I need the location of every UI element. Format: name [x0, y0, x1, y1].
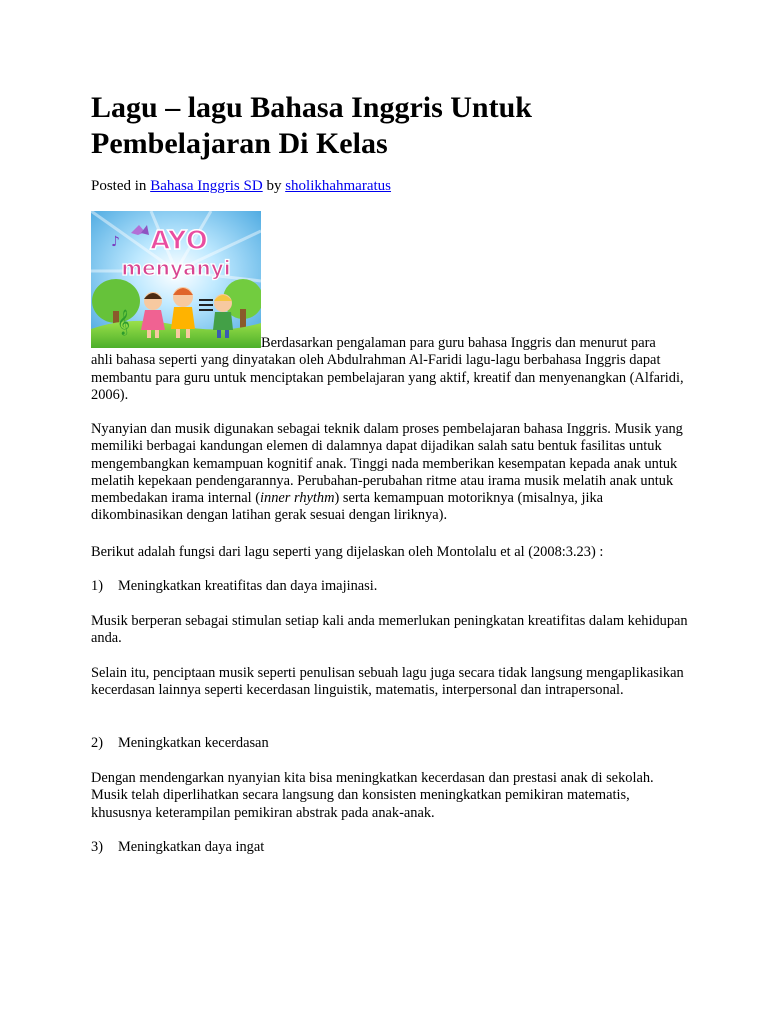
- inner-rhythm-term: inner rhythm: [260, 490, 335, 507]
- category-link[interactable]: Bahasa Inggris SD: [150, 178, 263, 194]
- paragraph-creation: Selain itu, penciptaan musik seperti penulisan sebuah lagu juga secara tidak langsung mengaplikasikan kecerdasan lainnya seperti kecerdasan linguistik, matematis, interpersonal dan intrapersonal.: [91, 665, 684, 699]
- paragraph-intro: [91, 335, 691, 404]
- paragraph-intro-rest: ahli bahasa seperti yang dinyatakan oleh Abdulrahman Al-Faridi lagu-lagu berbahasa Inggris dapat membantu para guru untuk menciptakan pembelajaran yang aktif, kreatif dan menyenangkan (Alfaridi, 2006).: [91, 352, 684, 403]
- list-item: [91, 578, 377, 595]
- list-item-number: 2): [91, 735, 103, 751]
- paragraph-music: [91, 421, 691, 525]
- by-label: by: [266, 178, 282, 194]
- banner-line1: AYO: [150, 226, 208, 256]
- paragraph-functions-intro: Berikut adalah fungsi dari lagu seperti yang dijelaskan oleh Montolalu et al (2008:3.23) :: [91, 544, 604, 560]
- list-item-number: 3): [91, 839, 103, 855]
- list-item-text: Meningkatkan kreatifitas dan daya imajinasi.: [118, 578, 378, 594]
- svg-text:𝄞: 𝄞: [117, 310, 131, 335]
- paragraph-music-text-b: ) serta kemampuan motoriknya (misalnya, jika dikombinasikan dengan latihan gerak sesuai dengan liriknya).: [91, 490, 604, 524]
- paragraph-stimulant: Musik berperan sebagai stimulan setiap kali anda memerlukan peningkatan kreatifitas dalam kehidupan anda.: [91, 613, 688, 647]
- paragraph-intelligence: Dengan mendengarkan nyanyian kita bisa meningkatkan kecerdasan dan prestasi anak di sekolah. Musik telah diperlihatkan secara langsung dan konsisten meningkatkan pemikiran matematis, khususnya keterampilan pemikiran abstrak pada anak-anak.: [91, 770, 654, 821]
- list-item: [91, 839, 264, 856]
- banner-line2: menyanyi: [121, 256, 231, 280]
- paragraph-intro-first-line: Berdasarkan pengalaman para guru bahasa Inggris dan menurut para: [261, 335, 656, 351]
- ayo-menyanyi-illustration: [91, 211, 261, 348]
- svg-text:♪: ♪: [111, 234, 120, 250]
- list-item: [91, 735, 269, 752]
- post-meta: [91, 177, 391, 195]
- author-link[interactable]: sholikhahmaratus: [285, 178, 392, 194]
- list-item-text: Meningkatkan kecerdasan: [118, 735, 269, 751]
- list-item-number: 1): [91, 578, 103, 594]
- posted-in-label: Posted in: [91, 178, 147, 194]
- illustration-graphic: [91, 211, 261, 348]
- page-title: Lagu – lagu Bahasa Inggris Untuk Pembelajaran Di Kelas: [91, 91, 532, 160]
- list-item-text: Meningkatkan daya ingat: [118, 839, 265, 855]
- paragraph-music-text-a: Nyanyian dan musik digunakan sebagai teknik dalam proses pembelajaran bahasa Inggris. Musik yang memiliki berbagai kandungan elemen di dalamnya dapat dijadikan salah satu bentuk fasilitas untuk mengembangkan kemampuan kognitif anak. Tinggi nada memberikan kesempatan kepada anak untuk melatih kepekaan pendengarannya. Perubahan-perubahan ritme atau irama musik melatih anak untuk membedakan irama internal (: [91, 421, 683, 507]
